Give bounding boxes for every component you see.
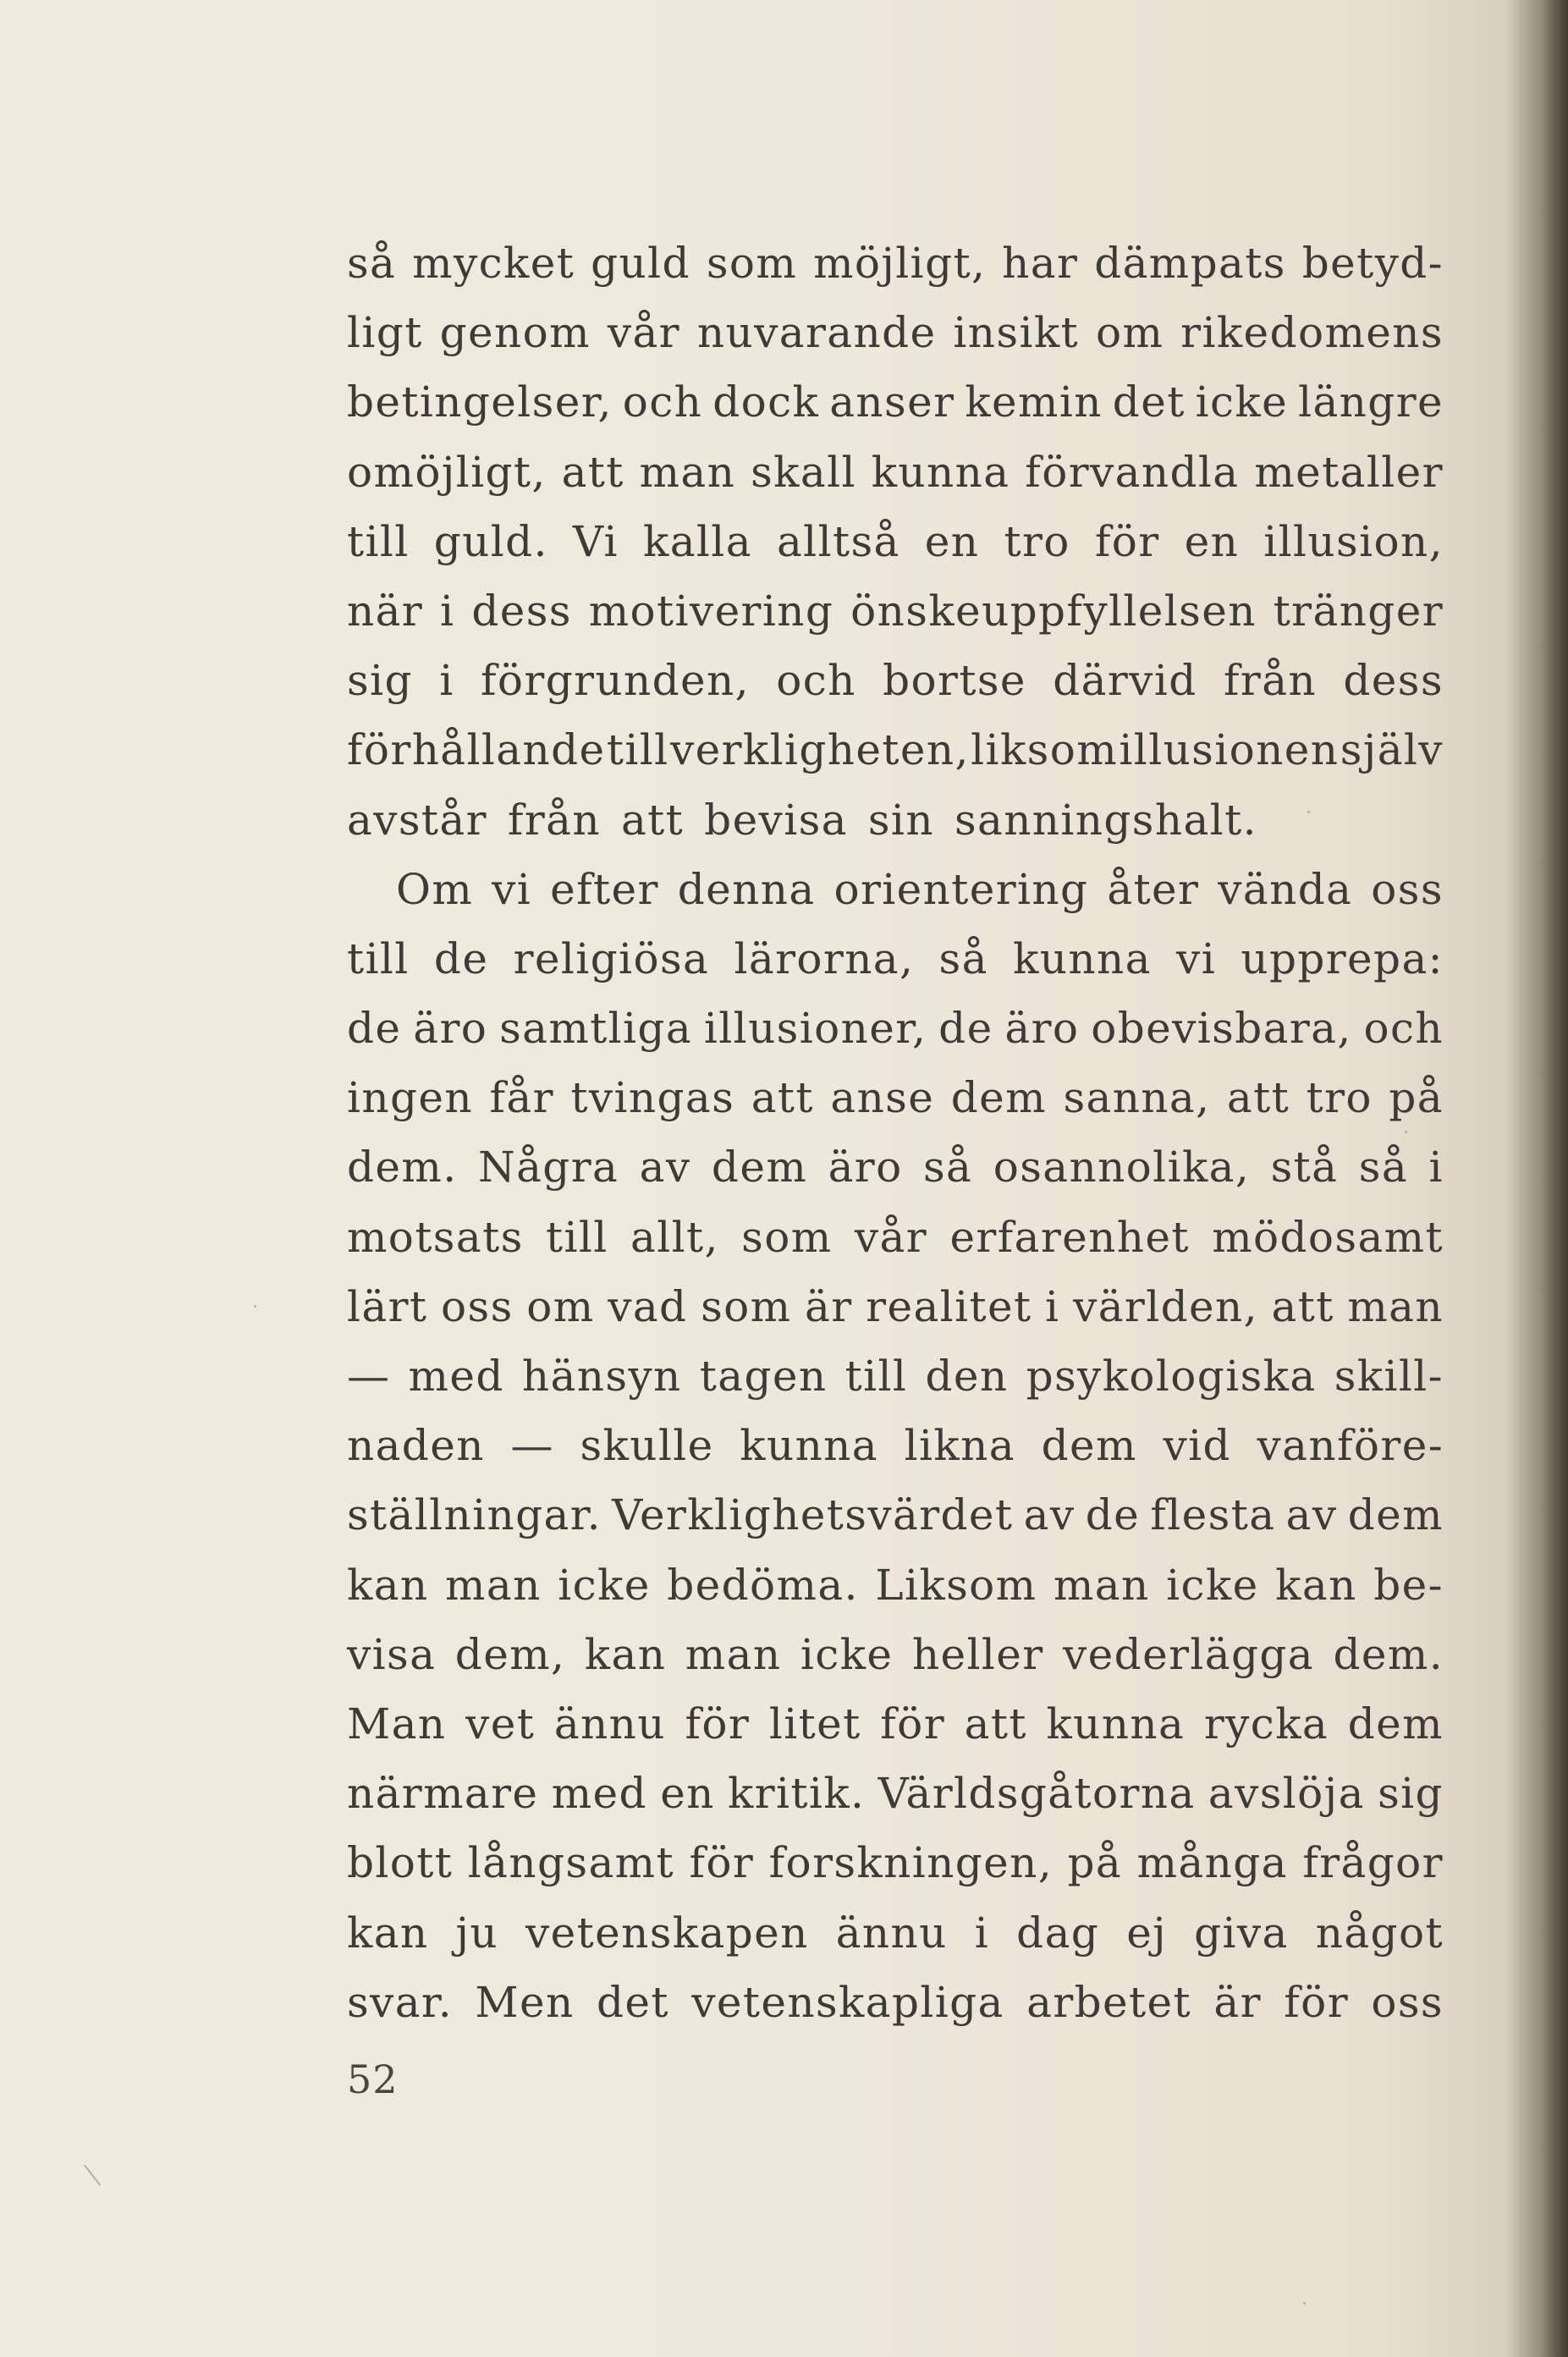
word: avslöja xyxy=(1208,1769,1365,1819)
word: dem xyxy=(1041,1421,1137,1471)
text-line xyxy=(347,507,1444,576)
word: dag xyxy=(1016,1908,1100,1958)
word: be- xyxy=(1373,1560,1444,1610)
word: litet xyxy=(768,1699,861,1748)
word: förhållande xyxy=(347,725,606,775)
word: av xyxy=(639,1143,691,1192)
word: allt, xyxy=(630,1212,719,1262)
word: visa xyxy=(347,1629,437,1679)
word: kunna xyxy=(871,447,1010,497)
word: obevisbara, xyxy=(1091,1004,1352,1054)
word: att xyxy=(620,795,685,845)
word: religiösa xyxy=(513,933,710,983)
word: denna xyxy=(677,864,816,914)
text-line xyxy=(347,438,1444,507)
word: världen, xyxy=(1073,1281,1258,1331)
word: som xyxy=(701,1281,792,1331)
text-line xyxy=(347,298,1444,367)
word: vår xyxy=(607,308,680,358)
word: vad xyxy=(608,1281,688,1331)
word: sanningshalt. xyxy=(954,795,1257,845)
text-line xyxy=(347,1203,1444,1272)
word: att xyxy=(964,1699,1027,1748)
word: långsamt xyxy=(467,1838,674,1888)
word: själv xyxy=(1340,725,1444,775)
text-line xyxy=(347,1968,1444,2037)
word: av xyxy=(1023,1490,1076,1540)
word-gap xyxy=(684,785,704,855)
word: liksom xyxy=(971,725,1119,775)
word: de xyxy=(938,1004,993,1054)
text-line xyxy=(347,1759,1444,1828)
word: och xyxy=(776,656,856,706)
word: den xyxy=(925,1352,1009,1401)
word: sanna, xyxy=(1063,1073,1211,1123)
word: så xyxy=(938,933,988,983)
word: oss xyxy=(441,1281,514,1331)
word: skulle xyxy=(580,1421,714,1471)
word: Några xyxy=(477,1143,619,1192)
text-line xyxy=(347,576,1444,646)
word: därvid xyxy=(1053,656,1197,706)
word: får xyxy=(489,1073,554,1123)
word: dock xyxy=(712,377,820,427)
word: kan xyxy=(1275,1560,1357,1610)
text-line xyxy=(347,785,1444,855)
word: forskningen, xyxy=(768,1838,1054,1888)
word: de xyxy=(1085,1490,1141,1540)
word: med xyxy=(408,1352,504,1401)
word: man xyxy=(1053,1560,1150,1610)
word: anse xyxy=(830,1073,935,1123)
word: önskeuppfyllelsen xyxy=(850,586,1257,636)
word: avstår xyxy=(347,795,487,845)
word: ligt xyxy=(347,308,423,358)
word: äro xyxy=(828,1143,903,1192)
word: dem. xyxy=(1333,1629,1444,1679)
word: dem xyxy=(1347,1699,1444,1748)
word: är xyxy=(1213,1977,1262,2027)
paper-speck xyxy=(1307,811,1310,813)
word: omöjligt, xyxy=(347,447,547,497)
word: en xyxy=(1184,516,1240,566)
word: ingen xyxy=(347,1073,473,1123)
word: icke xyxy=(800,1629,894,1679)
word: många xyxy=(1136,1838,1288,1888)
word: Man xyxy=(347,1699,447,1748)
word: bevisa xyxy=(704,795,848,845)
word: vi xyxy=(492,864,532,914)
text-line xyxy=(347,1063,1444,1132)
word: sin xyxy=(867,795,934,845)
paper-scratch xyxy=(84,2165,101,2186)
word: ställningar. xyxy=(347,1490,602,1540)
word: till xyxy=(546,1212,608,1262)
word: samtliga xyxy=(499,1004,693,1054)
word: kan xyxy=(584,1629,667,1679)
word: om xyxy=(1095,308,1164,358)
word: oss xyxy=(1371,1977,1444,2027)
word: skill- xyxy=(1334,1352,1444,1401)
word: lärt xyxy=(347,1281,428,1331)
word: verkligheten, xyxy=(669,725,970,775)
word: betyd- xyxy=(1301,239,1444,288)
word: tro xyxy=(1004,516,1070,566)
word: osannolika, xyxy=(993,1143,1251,1192)
text-line xyxy=(347,1272,1444,1341)
word: för xyxy=(685,1699,751,1748)
word: guld xyxy=(591,239,690,288)
word: betingelser, xyxy=(347,377,613,427)
text-line xyxy=(347,924,1444,994)
word: — xyxy=(347,1352,391,1401)
text-line xyxy=(347,1898,1444,1968)
word: heller xyxy=(911,1629,1044,1679)
word: för xyxy=(880,1699,945,1748)
word: kalla xyxy=(643,516,752,566)
word: icke xyxy=(558,1560,651,1610)
word: tvingas xyxy=(570,1073,735,1123)
text-line xyxy=(347,994,1444,1063)
text-line xyxy=(347,1480,1444,1550)
text-line xyxy=(347,229,1444,298)
word: att xyxy=(751,1073,814,1123)
word: i xyxy=(440,586,455,636)
word: Världsgåtorna xyxy=(878,1769,1196,1819)
word: nuvarande xyxy=(696,308,937,358)
word: har xyxy=(1002,239,1079,288)
word: dess xyxy=(1343,656,1444,706)
word: till xyxy=(347,933,410,983)
word: dem xyxy=(1347,1490,1444,1540)
word: en xyxy=(924,516,980,566)
word: illusioner, xyxy=(703,1004,927,1054)
word: på xyxy=(1067,1838,1123,1888)
word: att xyxy=(1226,1073,1290,1123)
text-line xyxy=(347,715,1444,785)
word: om xyxy=(526,1281,595,1331)
word: kunna xyxy=(1046,1699,1186,1748)
word: att xyxy=(1271,1281,1334,1331)
word: när xyxy=(347,586,424,636)
word: icke xyxy=(1166,1560,1259,1610)
word-gap xyxy=(601,785,621,855)
word: kunna xyxy=(1013,933,1152,983)
word: insikt xyxy=(953,308,1080,358)
word: dem. xyxy=(347,1143,458,1192)
word: åter xyxy=(1107,864,1200,914)
word: för xyxy=(689,1838,755,1888)
word: motsats xyxy=(347,1212,524,1262)
word: tränger xyxy=(1273,586,1444,636)
word: giva xyxy=(1194,1908,1289,1958)
word: Men xyxy=(475,1977,575,2027)
text-line xyxy=(347,367,1444,437)
word: för xyxy=(1284,1977,1349,2027)
word: erfarenhet xyxy=(949,1212,1190,1262)
word: tagen xyxy=(699,1352,828,1401)
text-line xyxy=(347,1132,1444,1202)
word: stå xyxy=(1270,1143,1339,1192)
text-line xyxy=(347,1689,1444,1759)
word: bortse xyxy=(883,656,1026,706)
word: dem xyxy=(950,1073,1047,1123)
word: illusion, xyxy=(1263,516,1444,566)
word: upprepa: xyxy=(1241,933,1444,983)
word: i xyxy=(439,656,454,706)
word: flesta xyxy=(1150,1490,1276,1540)
word: vanföre- xyxy=(1257,1421,1444,1471)
word: Verklighetsvärdet xyxy=(612,1490,1014,1540)
text-line xyxy=(347,646,1444,715)
word: skall xyxy=(751,447,856,497)
word: kritik. xyxy=(728,1769,866,1819)
word: mödosamt xyxy=(1212,1212,1444,1262)
word: blott xyxy=(347,1838,454,1888)
word: hänsyn xyxy=(521,1352,682,1401)
paper-speck xyxy=(1405,1131,1407,1133)
paper-speck xyxy=(254,1305,256,1308)
word: att xyxy=(561,447,624,497)
word: ju xyxy=(455,1908,499,1958)
word: från xyxy=(1224,656,1318,706)
word: de xyxy=(347,1004,402,1054)
word: som xyxy=(741,1212,833,1262)
word: och xyxy=(622,377,703,427)
page-edge-shadow xyxy=(1509,0,1568,2357)
word: så xyxy=(347,239,397,288)
word: kan xyxy=(347,1560,429,1610)
word: dem xyxy=(711,1143,808,1192)
word: dämpats xyxy=(1094,239,1286,288)
text-line xyxy=(347,1620,1444,1689)
word: motivering xyxy=(588,586,834,636)
word: till xyxy=(347,516,410,566)
word: till xyxy=(606,725,669,775)
word: anser xyxy=(829,377,955,427)
text-line xyxy=(347,1341,1444,1411)
word: Vi xyxy=(572,516,619,566)
word: från xyxy=(507,795,601,845)
word: och xyxy=(1363,1004,1444,1054)
word: genom xyxy=(439,308,591,358)
word: vetenskapen xyxy=(525,1908,809,1958)
word: rycka xyxy=(1203,1699,1329,1748)
word: tro xyxy=(1306,1073,1373,1123)
word: vända xyxy=(1218,864,1353,914)
word: med xyxy=(551,1769,647,1819)
body-text xyxy=(347,229,1444,2037)
word: kan xyxy=(347,1908,429,1958)
word-gap xyxy=(934,785,955,855)
text-line xyxy=(347,1411,1444,1480)
word: är xyxy=(805,1281,853,1331)
word: äro xyxy=(413,1004,488,1054)
word: alltså xyxy=(776,516,900,566)
word: i xyxy=(1428,1143,1444,1192)
word: i xyxy=(974,1908,990,1958)
paper-speck xyxy=(1303,2302,1306,2305)
word: ej xyxy=(1126,1908,1168,1958)
word: längre xyxy=(1298,377,1444,427)
word: naden xyxy=(347,1421,485,1471)
word: rikedomens xyxy=(1180,308,1444,358)
word: vi xyxy=(1176,933,1217,983)
text-line xyxy=(347,1828,1444,1897)
word: sig xyxy=(1378,1769,1444,1819)
word: frågor xyxy=(1302,1838,1444,1888)
word: lärorna, xyxy=(734,933,915,983)
word: arbetet xyxy=(1026,1977,1192,2027)
word: bedöma. xyxy=(667,1560,859,1610)
word: vid xyxy=(1163,1421,1231,1471)
word: efter xyxy=(550,864,659,914)
word: av xyxy=(1285,1490,1338,1540)
word: det xyxy=(1112,377,1186,427)
word: psykologiska xyxy=(1026,1352,1317,1401)
word: Om xyxy=(396,864,474,914)
word: förvandla xyxy=(1025,447,1240,497)
word: likna xyxy=(904,1421,1015,1471)
word: sig xyxy=(347,656,413,706)
word: — xyxy=(510,1421,554,1471)
word: orientering xyxy=(834,864,1089,914)
word: illusionen xyxy=(1119,725,1340,775)
word: man xyxy=(639,447,736,497)
word-gap xyxy=(848,785,868,855)
text-line xyxy=(347,855,1444,924)
word: vederlägga xyxy=(1063,1629,1314,1679)
word: i xyxy=(1045,1281,1060,1331)
word: vetenskapliga xyxy=(691,1977,1004,2027)
word: de xyxy=(433,933,489,983)
word: man xyxy=(685,1629,782,1679)
word: något xyxy=(1315,1908,1444,1958)
word: äro xyxy=(1004,1004,1080,1054)
word: svar. xyxy=(347,1977,454,2027)
text-line xyxy=(347,1550,1444,1620)
word: realitet xyxy=(866,1281,1032,1331)
word: Liksom xyxy=(875,1560,1037,1610)
word: som xyxy=(706,239,798,288)
word: icke xyxy=(1195,377,1289,427)
word: ännu xyxy=(835,1908,948,1958)
word: kunna xyxy=(740,1421,878,1471)
word-gap xyxy=(487,785,508,855)
word: på xyxy=(1389,1073,1444,1123)
word: man xyxy=(1347,1281,1444,1331)
word: så xyxy=(923,1143,973,1192)
word: möjligt, xyxy=(813,239,987,288)
word: vet xyxy=(465,1699,536,1748)
word: man xyxy=(445,1560,542,1610)
word: närmare xyxy=(347,1769,539,1819)
word: vår xyxy=(854,1212,928,1262)
word: kemin xyxy=(965,377,1103,427)
word: en xyxy=(660,1769,715,1819)
word: till xyxy=(845,1352,908,1401)
word: förgrunden, xyxy=(480,656,750,706)
word: så xyxy=(1358,1143,1409,1192)
word: ännu xyxy=(553,1699,666,1748)
word: dem, xyxy=(454,1629,566,1679)
page-number: 52 xyxy=(347,2057,399,2102)
word: dess xyxy=(471,586,572,636)
word: mycket xyxy=(412,239,575,288)
word: det xyxy=(596,1977,669,2027)
word: oss xyxy=(1371,864,1444,914)
word: guld. xyxy=(433,516,548,566)
word: för xyxy=(1094,516,1160,566)
word: metaller xyxy=(1254,447,1444,497)
